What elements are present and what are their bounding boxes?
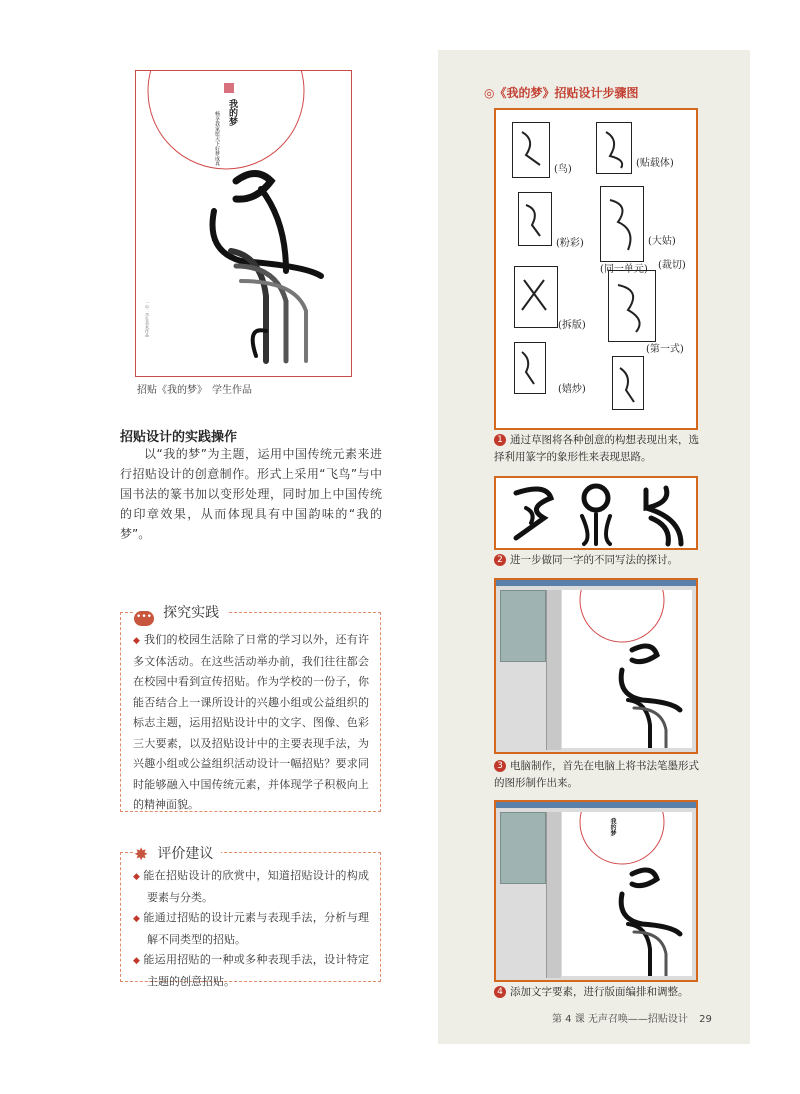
toolbox-panel: [546, 590, 561, 750]
canvas-artwork: [562, 812, 692, 976]
practice-paragraph: 以“我的梦”为主题，运用中国传统元素来进行招贴设计的创意制作。形式上采用“飞鸟”与中国书法的篆书加以变形处理，同时加上中国传统的印章效果，从而体现具有中国韵味的“我的梦”。: [120, 447, 382, 541]
sketch-label: (鸟): [554, 164, 572, 175]
poster-image: [135, 70, 352, 377]
screen-frame-2: [494, 800, 698, 982]
poster-artwork: [136, 71, 351, 376]
calligraphy-variants: [496, 478, 696, 548]
step3-text: 电脑制作，首先在电脑上将书法笔墨形式的图形制作出来。: [494, 760, 699, 789]
sketch-label: (嬉炒): [558, 384, 586, 395]
speech-bubble-icon: •••: [134, 611, 154, 626]
window-titlebar: [496, 802, 696, 808]
sketch-label: (贴载体): [636, 158, 674, 169]
step-number-badge: 2: [494, 554, 506, 566]
canvas-title: 我的梦: [609, 818, 616, 836]
step1-text: 通过草图将各种创意的构想表现出来，选择利用篆字的象形性来表现思路。: [494, 434, 699, 463]
sketch-label: (同一单元): [600, 264, 648, 275]
canvas-area: [562, 812, 692, 976]
step3-caption: [494, 758, 700, 792]
evaluation-item-text: 能在招贴设计的欣赏中，知道招贴设计的构成要素与分类。: [143, 869, 369, 904]
sketch-label: (裁切): [658, 260, 686, 271]
poster-vertical-title: 我的梦: [227, 99, 237, 126]
evaluation-item: [133, 908, 369, 950]
diamond-bullet-icon: ◆: [133, 956, 144, 966]
step2-caption: [494, 552, 700, 569]
evaluation-list: [133, 866, 369, 992]
diamond-bullet-icon: ◆: [133, 636, 141, 646]
sketch-label: (大姑): [648, 236, 676, 247]
poster-vertical-sub: 畅享我家愿天下好梦成真: [214, 111, 220, 166]
diamond-bullet-icon: ◆: [133, 872, 144, 882]
step1-caption: [494, 432, 700, 466]
step4-text: 添加文字要素，进行版面编排和调整。: [510, 986, 689, 998]
step4-caption: [494, 984, 700, 1001]
explore-label-wrap: [134, 602, 227, 626]
step-number-badge: 4: [494, 986, 506, 998]
step-number-badge: 3: [494, 760, 506, 772]
diamond-bullet-icon: ◆: [133, 914, 144, 924]
variants-frame: [494, 476, 698, 550]
canvas-area: [562, 590, 692, 748]
toolbox-panel: [546, 812, 561, 978]
canvas-artwork: [562, 590, 692, 748]
sketch-frame: [494, 108, 698, 430]
sketch-label: (第一式): [646, 344, 684, 355]
poster-caption: 招贴《我的梦》 学生作品: [137, 385, 252, 396]
star-badge-icon: ✸: [134, 845, 149, 865]
evaluation-label: 评价建议: [153, 846, 217, 862]
sketch-label: (粉彩): [556, 238, 584, 249]
explore-label: 探究实践: [159, 605, 223, 621]
sketch-label: (拆版): [558, 320, 586, 331]
evaluation-item-text: 能运用招贴的一种或多种表现手法，设计特定主题的创意招贴。: [143, 953, 369, 988]
palette-panel: [500, 590, 546, 662]
evaluation-item: [133, 866, 369, 908]
page-footer: [552, 1010, 712, 1025]
screen-frame-1: [494, 578, 698, 754]
palette-panel: [500, 812, 546, 884]
poster-vertical-foot: 一中：学生美术作品: [145, 301, 150, 337]
evaluation-item-text: 能通过招贴的设计元素与表现手法，分析与理解不同类型的招贴。: [143, 911, 369, 946]
evaluation-label-wrap: [134, 843, 221, 865]
evaluation-item: [133, 950, 369, 992]
step-number-badge: 1: [494, 434, 506, 446]
window-titlebar: [496, 580, 696, 586]
explore-text: [133, 630, 369, 816]
practice-heading: 招贴设计的实践操作: [120, 430, 238, 445]
explore-text-body: 我们的校园生活除了日常的学习以外，还有许多文体活动。在这些活动举办前，我们往往都会在校园中看到宣传招贴。作为学校的一份子，你能否结合上一课所设计的兴趣小组或公益组织的标志主题，运用招贴设计中的文字、图像、色彩三大要素，以及招贴设计中的主要表现手法，为兴趣小组或公益组织活动设计一幅招贴？要求同时能够融入中国传统元素，并体现学子积极向上的精神面貌。: [133, 633, 369, 811]
footer-text: 第 4 课 无声召唤——招贴设计: [552, 1014, 688, 1025]
step2-text: 进一步做同一字的不同写法的探讨。: [510, 554, 678, 566]
steps-title: ◎《我的梦》招贴设计步骤图: [484, 86, 639, 100]
page-number: 29: [699, 1014, 712, 1025]
